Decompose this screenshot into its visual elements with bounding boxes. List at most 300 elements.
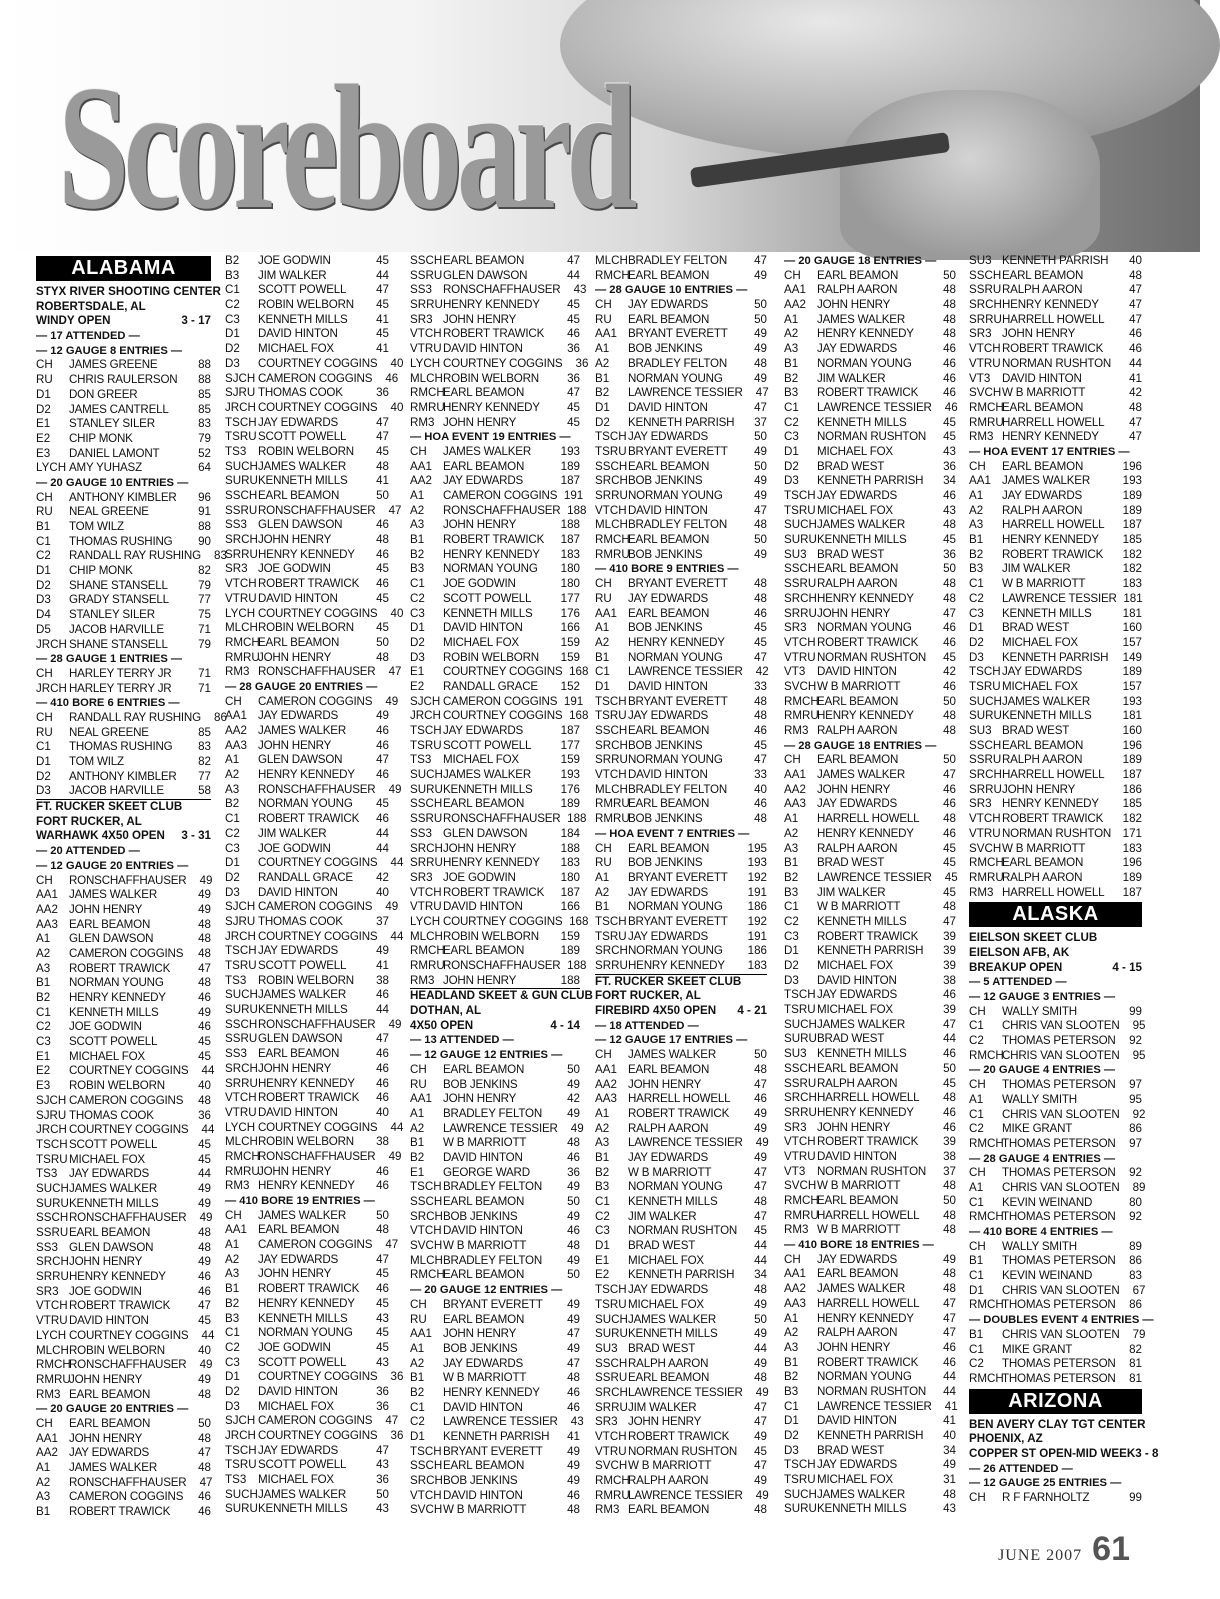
score: 43 (943, 444, 956, 458)
result-row (969, 1019, 1146, 1034)
score: 193 (560, 444, 580, 458)
result-row (595, 930, 767, 945)
result-row (36, 918, 211, 933)
result-row (969, 1283, 1146, 1299)
shooter-name: RONSCHAFFHAUSER (258, 665, 376, 679)
shooter-name: JAY EDWARDS (258, 709, 339, 723)
result-row (410, 1415, 584, 1430)
result-row (410, 1166, 580, 1181)
score: 49 (754, 342, 767, 356)
result-row (36, 770, 211, 785)
shooter-name: BRADLEY FELTON (628, 254, 728, 267)
result-row (969, 1093, 1142, 1108)
score: 48 (198, 1431, 211, 1445)
result-row (225, 842, 389, 857)
shooter-name: HENRY KENNEDY (443, 400, 540, 414)
shooter-name: DAVID HINTON (443, 1150, 523, 1164)
result-row (969, 753, 1142, 768)
result-row (36, 874, 211, 889)
score: 45 (376, 444, 389, 458)
shooter-name: HENRY KENNEDY (1002, 430, 1099, 444)
result-row (784, 1209, 956, 1224)
shooter-name: HENRY KENNEDY (443, 547, 540, 561)
class-code: TSRU (595, 1297, 627, 1311)
score: 47 (567, 254, 580, 267)
score: 46 (943, 621, 956, 635)
result-row (36, 755, 211, 770)
result-row (595, 1283, 767, 1298)
class-code: A3 (784, 1340, 799, 1354)
class-code: C3 (225, 841, 240, 855)
shooter-name: EARL BEAMON (443, 459, 525, 473)
score: 49 (755, 1488, 769, 1502)
class-code: TSCH (410, 724, 442, 737)
result-row (36, 1314, 211, 1329)
result-row (225, 533, 389, 548)
result-row (410, 1078, 580, 1093)
class-code: RMCH (969, 1136, 1004, 1150)
result-row (784, 709, 956, 724)
score: 79 (198, 431, 211, 445)
score: 45 (376, 562, 389, 576)
class-code: MLCH (225, 621, 258, 635)
shooter-name: NORMAN RUSHTON (817, 1164, 927, 1178)
shooter-name: ROBIN WELBORN (69, 1343, 165, 1357)
result-row (410, 518, 580, 533)
result-row (36, 461, 211, 476)
page-title: Scoreboard (58, 48, 632, 246)
score: 160 (1122, 621, 1142, 635)
shooter-name: JACOB HARVILLE (69, 622, 164, 636)
result-row (784, 283, 956, 298)
shooter-name: HENRY KENNEDY (817, 826, 914, 840)
class-code: AA2 (36, 902, 58, 916)
class-code: SSCH (969, 738, 1002, 752)
class-code: C1 (784, 1399, 799, 1413)
result-row (410, 386, 580, 401)
event-subheading: — 410 BORE 6 ENTRIES — (36, 697, 180, 710)
class-code: SRRU (595, 1400, 628, 1414)
score: 159 (560, 753, 580, 767)
score: 46 (198, 1490, 211, 1504)
result-row (595, 1489, 767, 1504)
class-code: SU3 (784, 547, 807, 561)
result-row (36, 903, 211, 918)
result-row (784, 1502, 956, 1517)
shooter-name: HARRELL HOWELL (817, 1208, 920, 1222)
class-code: RMCH (969, 400, 1004, 414)
shooter-name: GLEN DAWSON (258, 1032, 343, 1046)
result-row (969, 372, 1142, 387)
result-row (784, 651, 956, 666)
result-row (969, 474, 1142, 489)
event-subheading: — 26 ATTENDED — (969, 1462, 1073, 1475)
score: 187 (560, 474, 580, 488)
score: 48 (943, 1267, 956, 1281)
result-row (225, 812, 389, 827)
score: 46 (567, 1385, 580, 1399)
result-row (225, 959, 389, 974)
result-row (969, 1357, 1142, 1372)
score: 176 (560, 782, 580, 796)
result-row (595, 372, 767, 387)
result-row (225, 1223, 389, 1238)
result-row (969, 533, 1142, 548)
score: 36 (390, 1370, 404, 1384)
score: 49 (199, 873, 213, 887)
score: 83 (1129, 1269, 1142, 1283)
score: 33 (754, 679, 767, 693)
shooter-name: JOHN HENRY (443, 312, 517, 326)
class-code: SUCH (225, 1487, 258, 1501)
result-row (784, 680, 956, 695)
result-row (410, 592, 580, 607)
shooter-name: EARL BEAMON (628, 797, 710, 811)
score: 180 (560, 870, 580, 884)
score: 47 (943, 1296, 956, 1310)
score: 47 (385, 1238, 399, 1252)
shooter-name: JAMES WALKER (1002, 474, 1091, 488)
score: 50 (943, 753, 956, 767)
score: 39 (943, 944, 956, 958)
shooter-name: EARL BEAMON (1002, 268, 1084, 282)
shooter-name: HARRELL HOWELL (817, 1296, 920, 1310)
shooter-name: EARL BEAMON (443, 1062, 525, 1076)
class-code: CH (969, 459, 986, 473)
shooter-name: W B MARRIOTT (628, 1459, 712, 1473)
score: 43 (570, 1415, 584, 1429)
result-row (784, 489, 956, 504)
class-code: SUCH (225, 988, 258, 1002)
score: 45 (943, 885, 956, 899)
score: 86 (1129, 1298, 1142, 1312)
score: 196 (1122, 856, 1142, 870)
score: 50 (567, 1062, 580, 1076)
score: 34 (943, 474, 956, 488)
result-row (410, 739, 580, 754)
shooter-name: CAMERON COGGINS (443, 694, 558, 708)
score: 187 (1122, 518, 1142, 532)
class-code: SSRU (36, 1226, 69, 1239)
class-code: D2 (969, 635, 984, 649)
score: 45 (943, 856, 956, 870)
shooter-name: JAY EDWARDS (1002, 489, 1083, 502)
result-row (784, 1077, 956, 1092)
score: 44 (390, 856, 404, 870)
class-code: VT3 (969, 371, 991, 385)
result-row (410, 871, 580, 886)
shooter-name: EARL BEAMON (443, 1195, 525, 1208)
score: 46 (385, 371, 399, 385)
shooter-name: CHRIS VAN SLOOTEN (1002, 1019, 1120, 1033)
result-row (36, 491, 211, 506)
class-code: SVCH (410, 1239, 443, 1253)
score: 49 (754, 327, 767, 341)
result-row (595, 900, 767, 915)
result-row (784, 1179, 956, 1194)
shooter-name: MICHAEL FOX (817, 959, 893, 972)
class-code: CH (36, 1416, 53, 1430)
score: 47 (943, 1311, 956, 1325)
class-code: VTRU (225, 1105, 257, 1119)
result-row (595, 1180, 767, 1195)
score: 99 (1129, 1491, 1142, 1504)
class-code: A2 (225, 768, 240, 782)
class-code: C1 (225, 283, 240, 297)
class-code: C3 (595, 1224, 610, 1238)
result-row (36, 358, 211, 373)
shoot-date: 4 - 15 (1112, 960, 1142, 974)
score: 47 (567, 386, 580, 400)
class-code: SSCH (410, 1195, 443, 1208)
score: 49 (567, 1474, 580, 1488)
score: 49 (198, 1255, 211, 1269)
result-row (784, 1414, 956, 1429)
result-row (410, 269, 580, 284)
score: 81 (1129, 1371, 1142, 1385)
shooter-name: SCOTT POWELL (443, 738, 532, 752)
score: 46 (376, 1047, 389, 1061)
score: 183 (560, 547, 580, 561)
class-code: B2 (784, 371, 799, 385)
class-code: SRRU (784, 1105, 817, 1119)
shooter-name: RALPH AARON (1002, 503, 1083, 517)
shooter-name: W B MARRIOTT (628, 1165, 712, 1179)
result-row (36, 991, 211, 1006)
class-code: A1 (225, 1238, 240, 1252)
score: 38 (943, 1149, 956, 1163)
shooter-name: DAVID HINTON (258, 591, 338, 605)
class-code: TS3 (225, 444, 247, 458)
shooter-name: BOB JENKINS (443, 1209, 518, 1223)
shooter-name: JAY EDWARDS (258, 1252, 339, 1266)
score: 85 (198, 387, 211, 401)
class-code: E1 (410, 665, 425, 679)
shooter-name: ANTHONY KIMBLER (69, 490, 177, 504)
score: 46 (943, 988, 956, 1002)
class-code: B1 (784, 1355, 799, 1369)
shooter-name: COURTNEY COGGINS (258, 856, 378, 870)
shooter-name: JOE GODWIN (258, 841, 331, 855)
result-row (784, 533, 956, 548)
shooter-name: RONSCHAFFHAUSER (258, 1017, 376, 1031)
result-row (36, 1167, 211, 1182)
class-code: B1 (225, 1282, 240, 1296)
score: 46 (376, 724, 389, 737)
class-code: SVCH (784, 679, 817, 693)
shooter-name: EARL BEAMON (69, 917, 151, 931)
class-code: SS3 (36, 1240, 58, 1254)
result-row (969, 562, 1142, 577)
result-row (969, 1269, 1142, 1284)
result-row (595, 797, 767, 812)
shooter-name: BRADLEY FELTON (443, 1180, 543, 1194)
class-code: AA3 (36, 917, 58, 931)
class-code: A3 (225, 782, 240, 796)
score: 49 (198, 1005, 211, 1019)
result-row (784, 1003, 956, 1018)
shooter-name: HENRY KENNEDY (817, 709, 914, 723)
club-heading: FORT RUCKER, AL (36, 814, 142, 828)
class-code: SRCH (784, 1091, 817, 1105)
class-code: SR3 (595, 1415, 618, 1429)
shooter-name: ROBIN WELBORN (258, 298, 354, 312)
score: 38 (376, 1135, 389, 1149)
class-code: SUCH (969, 694, 1002, 708)
score: 43 (943, 503, 956, 517)
shooter-name: JAY EDWARDS (628, 1283, 709, 1297)
shooter-name: HARRELL HOWELL (1002, 415, 1105, 429)
result-row (225, 254, 389, 269)
result-row (410, 680, 580, 695)
score: 46 (567, 1400, 580, 1414)
class-code: B1 (784, 856, 799, 870)
class-code: A2 (784, 1326, 799, 1340)
result-row (225, 327, 389, 342)
result-row (595, 1136, 767, 1151)
score: 71 (198, 622, 211, 636)
shooter-name: JAMES WALKER (1002, 694, 1091, 708)
score: 48 (754, 577, 767, 591)
result-row (595, 812, 767, 827)
result-row (410, 856, 580, 871)
class-code: RMCH (595, 533, 630, 547)
class-code: VT3 (784, 665, 806, 679)
shooter-name: BRAD WEST (817, 1032, 885, 1046)
class-code: TSRU (784, 503, 816, 517)
class-code: C1 (595, 665, 610, 679)
shooter-name: ROBERT TRAWICK (1002, 342, 1104, 356)
shooter-name: HENRY KENNEDY (69, 991, 166, 1004)
shooter-name: DAVID HINTON (817, 973, 897, 987)
shooter-name: JAMES WALKER (628, 1312, 717, 1326)
score: 189 (560, 797, 580, 811)
event-subheading: — 13 ATTENDED — (410, 1034, 514, 1047)
shooter-name: JAY EDWARDS (443, 474, 524, 488)
club-heading: HEADLAND SKEET & GUN CLUB (410, 989, 593, 1003)
result-row (595, 1195, 767, 1210)
shooter-name: JAY EDWARDS (817, 988, 898, 1002)
shooter-name: LAWRENCE TESSIER (628, 386, 743, 400)
class-code: CH (36, 710, 53, 724)
score: 36 (575, 356, 589, 370)
shooter-name: EARL BEAMON (628, 724, 710, 737)
class-code: B2 (225, 1296, 240, 1310)
shooter-name: MICHAEL FOX (1002, 635, 1078, 649)
result-row (595, 709, 767, 724)
shooter-name: HARRELL HOWELL (1002, 518, 1105, 532)
score: 192 (747, 914, 767, 928)
result-row (225, 474, 389, 489)
shooter-name: COURTNEY COGGINS (443, 709, 563, 723)
class-code: A1 (969, 1092, 984, 1106)
shooter-name: HENRY KENNEDY (1002, 298, 1099, 312)
result-row (36, 1328, 215, 1344)
class-code: CH (784, 1252, 801, 1266)
class-code: VTCH (784, 635, 816, 649)
result-row (225, 356, 404, 372)
shooter-name: LAWRENCE TESSIER (628, 1136, 743, 1150)
class-code: JRCH (36, 1123, 67, 1137)
result-row (225, 1135, 389, 1150)
result-row (225, 269, 389, 284)
result-row (225, 694, 399, 710)
score: 36 (567, 1165, 580, 1179)
shooter-name: HARRELL HOWELL (1002, 768, 1105, 782)
result-row (36, 608, 211, 623)
score: 39 (943, 1003, 956, 1017)
score: 46 (376, 1164, 389, 1178)
shooter-name: ROBERT TRAWICK (817, 635, 919, 649)
shooter-name: BRAD WEST (817, 459, 885, 473)
shooter-name: W B MARRIOTT (817, 900, 901, 914)
result-row (595, 357, 767, 372)
shooter-name: KENNETH MILLS (443, 606, 533, 620)
result-row (410, 474, 580, 489)
class-code: CH (784, 753, 801, 767)
score: 47 (943, 606, 956, 620)
class-code: AA1 (969, 474, 991, 488)
score: 86 (1129, 1122, 1142, 1136)
event-subheading: — 12 GAUGE 12 ENTRIES — (410, 1049, 563, 1062)
shooter-name: EARL BEAMON (628, 312, 710, 326)
shooter-name: MICHAEL FOX (817, 1003, 893, 1017)
shooter-name: BOB JENKINS (628, 621, 703, 635)
class-code: B3 (784, 386, 799, 400)
shooter-name: JAY EDWARDS (1002, 665, 1083, 679)
shooter-name: DAVID HINTON (443, 621, 523, 635)
shooter-name: JAY EDWARDS (443, 1356, 524, 1370)
score: 42 (943, 665, 956, 679)
shooter-name: JOE GODWIN (258, 254, 331, 267)
result-row (784, 1385, 956, 1400)
shooter-name: BRADLEY FELTON (628, 356, 728, 370)
result-row (225, 1444, 389, 1459)
score: 50 (943, 1061, 956, 1075)
result-row (595, 254, 767, 269)
shooter-name: MICHAEL FOX (628, 1297, 704, 1311)
shooter-name: CAMERON COGGINS (258, 694, 373, 708)
shooter-name: W B MARRIOTT (1002, 577, 1086, 591)
header-banner (0, 0, 1200, 252)
result-row (595, 1268, 767, 1283)
shooter-name: MICHAEL FOX (69, 1049, 145, 1063)
class-code: D1 (595, 400, 610, 414)
shooter-name: BOB JENKINS (628, 342, 703, 356)
result-row (969, 401, 1142, 416)
class-code: SJRU (36, 1108, 67, 1122)
shooter-name: COURTNEY COGGINS (258, 400, 378, 414)
class-code: RM3 (969, 430, 994, 444)
score: 89 (1132, 1180, 1146, 1194)
score: 44 (567, 268, 580, 282)
shooter-name: JAY EDWARDS (817, 1252, 898, 1266)
class-code: D2 (36, 578, 51, 592)
shooter-name: HENRY KENNEDY (817, 591, 914, 605)
score: 48 (198, 1387, 211, 1401)
class-code: C2 (969, 1122, 984, 1136)
event-subheading: — 28 GAUGE 10 ENTRIES — (595, 284, 748, 297)
result-row (784, 1429, 956, 1444)
score: 43 (376, 1311, 389, 1325)
result-row (410, 724, 580, 739)
result-row (595, 489, 767, 504)
class-code: B1 (410, 1136, 425, 1150)
result-row (225, 621, 389, 636)
class-code: TSCH (225, 944, 257, 958)
result-row (36, 1299, 211, 1314)
class-code: D1 (225, 1370, 240, 1384)
